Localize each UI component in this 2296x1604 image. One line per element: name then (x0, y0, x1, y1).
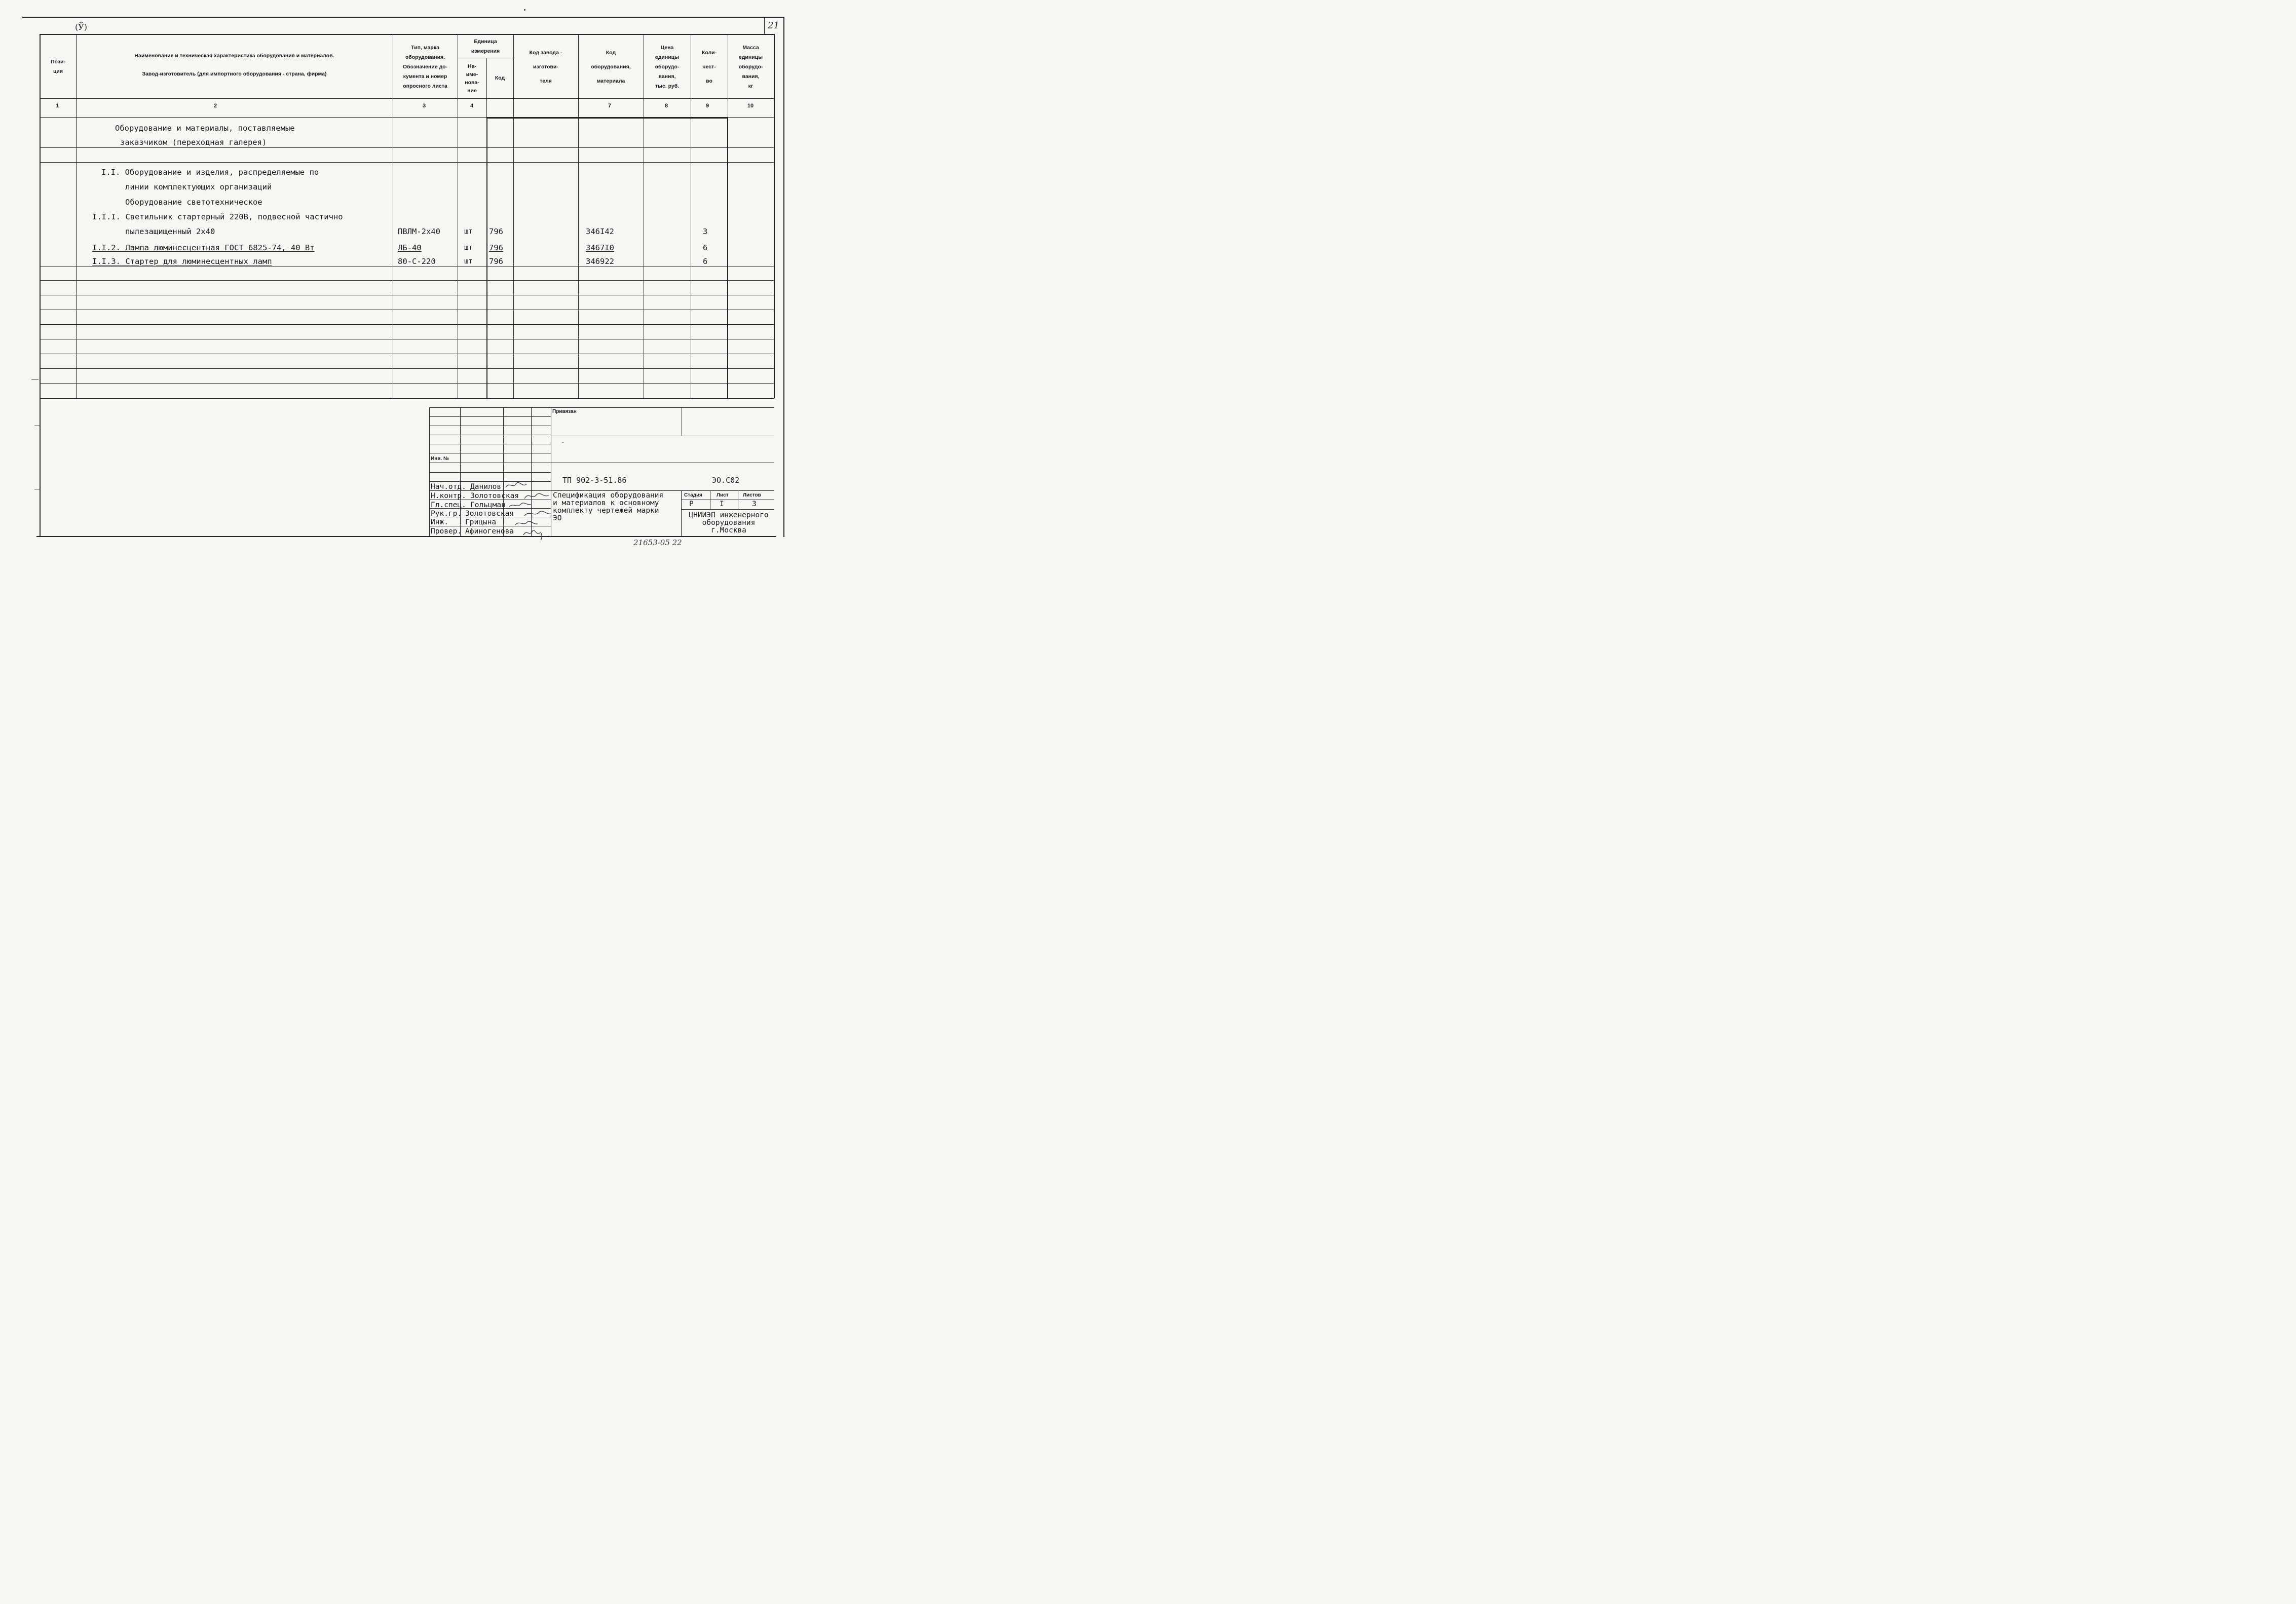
row-line (40, 162, 774, 163)
item-1-equipment-code: 346I42 (586, 227, 614, 236)
stage-label: Стадия (684, 492, 703, 498)
right-border (783, 17, 784, 537)
table-top-line (40, 34, 774, 35)
sheet-value: I (720, 500, 724, 508)
item-1-name-line2: пылезащищенный 2х40 (125, 227, 215, 236)
item-3-equipment-code: 346922 (586, 257, 614, 266)
role-head-dept: Нач.отд. (431, 483, 466, 491)
inv-label: Инв. № (431, 456, 449, 462)
role-checker: Провер. (431, 527, 462, 536)
header-equipment-code: Код оборудования, материала (591, 50, 631, 84)
header-position: Пози- ция (51, 59, 65, 74)
header-price: Цена единицы оборудо- вания, тыс. руб. (655, 44, 680, 89)
stamp-stage-value-line (681, 509, 774, 510)
item-3-name: I.I.3. Стартер для люминесцентных ламп (92, 257, 272, 266)
archive-number: 21653-05 22 (633, 538, 682, 547)
column-number: 2 (213, 103, 217, 109)
item-2-equipment-code: 3467I0 (586, 243, 614, 252)
dot-mark (562, 442, 563, 443)
header-name-line2: Завод-изготовитель (для импортного оборудования - страна, фирма) (142, 70, 327, 77)
name-head-dept: Данилов (470, 483, 502, 491)
table-bottom-line (40, 398, 774, 399)
item-3-quantity: 6 (703, 257, 708, 266)
signatures-icon (504, 480, 552, 541)
item-2-unit: шт (464, 244, 473, 252)
name-group-head: Золотовская (465, 510, 514, 518)
name-chief-spec: Гольцман (470, 501, 506, 509)
name-norm-control: Золотовская (470, 492, 519, 500)
column-number: 8 (664, 103, 668, 109)
subsection-title-line1: I.I. Оборудование и изделия, распределяемые по (101, 168, 319, 177)
role-norm-control: Н.контр. (431, 492, 466, 500)
inner-frame-left (486, 118, 487, 398)
col-line (774, 34, 775, 398)
bottom-border (36, 536, 776, 537)
column-number: 9 (705, 103, 709, 109)
header-quantity: Коли- чест- во (701, 50, 717, 84)
sheets-label: Листов (743, 492, 761, 498)
inner-frame-right (727, 118, 728, 398)
header-bottom-line (40, 98, 774, 99)
header-unit-code: Код (495, 75, 505, 81)
sheet-label: Лист (717, 492, 729, 498)
header-plant-code: Код завода - изготови- теля (529, 50, 562, 84)
name-engineer: Грицына (465, 518, 497, 526)
item-2-name: I.I.2. Лампа люминесцентная ГОСТ 6825-74, 40 Вт (92, 243, 315, 252)
item-3-code: 796 (489, 257, 503, 266)
column-number: 10 (747, 103, 754, 109)
stage-value: Р (689, 500, 694, 508)
item-2-type: ЛБ-40 (398, 243, 422, 252)
stamp-row-line (429, 416, 551, 417)
role-group-head: Рук.гр. (431, 510, 462, 518)
corner-mark: (Ў) (75, 22, 88, 32)
item-1-unit: шт (464, 227, 473, 236)
page-container (0, 0, 795, 559)
item-3-unit: шт (464, 257, 473, 265)
header-mass: Масса единицы оборудо- вания, кг (738, 44, 763, 89)
doc-title: Спецификация оборудования и материалов к основному комплекту чертежей марки ЭО (553, 491, 664, 522)
group-title: Оборудование светотехническое (125, 198, 262, 207)
header-type: Тип, марка оборудования. Обозначение до- кумента и номер опросного листа (402, 44, 448, 89)
header-name-line1: Наименование и техническая характеристика оборудования и материалов. (134, 52, 334, 59)
top-border (22, 17, 784, 18)
role-chief-spec: Гл.спец. (431, 501, 466, 509)
col-line (76, 34, 77, 398)
row-line (40, 368, 774, 369)
header-unit-name: На- име- нова- ние (465, 63, 479, 94)
column-number: 7 (608, 103, 612, 109)
left-border (40, 34, 41, 536)
bound-label: Привязан (552, 409, 577, 414)
item-2-code: 796 (489, 243, 503, 252)
sheets-value: 3 (752, 500, 757, 508)
stamp-top-line (429, 407, 774, 408)
column-number: 1 (55, 103, 59, 109)
item-1-quantity: 3 (703, 227, 708, 236)
row-line (40, 383, 774, 384)
section-title-line1: Оборудование и материалы, поставляемые (115, 124, 295, 133)
name-checker: Афиногенова (465, 527, 514, 536)
item-1-name-line1: I.I.I. Светильник стартерный 220В, подвесной частично (92, 212, 343, 221)
item-1-type: ПВЛМ-2х40 (398, 227, 440, 236)
item-2-quantity: 6 (703, 243, 708, 252)
doc-mark: ЭО.С02 (712, 476, 740, 485)
column-number: 4 (470, 103, 474, 109)
organization: ЦНИИЭП инженерного оборудования г.Москва (689, 511, 769, 534)
item-1-code: 796 (489, 227, 503, 236)
page-number-box-left (764, 17, 765, 34)
stamp-title-divider (681, 490, 682, 536)
section-title-line2: заказчиком (переходная галерея) (120, 138, 267, 147)
item-3-type: 80-С-220 (398, 257, 436, 266)
row-line (40, 324, 774, 325)
stamp-row-line (429, 472, 551, 473)
row-line (40, 147, 774, 148)
row-line (40, 280, 774, 281)
doc-code: ТП 902-3-51.86 (562, 476, 627, 485)
inner-frame-top (486, 118, 728, 119)
page-number: 21 (768, 20, 779, 31)
subsection-title-line2: линии комплектующих организаций (125, 182, 272, 192)
column-number: 3 (422, 103, 426, 109)
dot-mark (524, 9, 525, 11)
header-unit-group: Единица измерения (471, 39, 500, 54)
role-engineer: Инж. (431, 518, 448, 526)
stamp-code-bottom (551, 490, 774, 491)
